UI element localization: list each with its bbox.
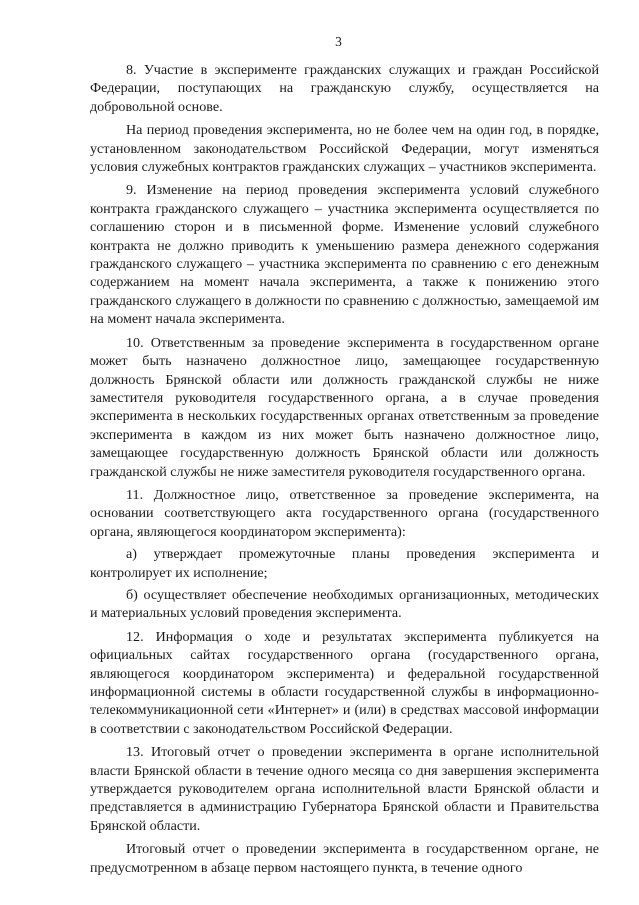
paragraph-9: 9. Изменение на период проведения эксперимента условий служебного контракта гражданского служащего – участника эксперимента осуществляется по соглашению сторон и в письменной форме. Изменение условий служебного контракта не должно приводить к уменьшению размера денежного содержания гражданского служащего – участника эксперимента по сравнению с его денежным содержанием на момент начала эксперимента, а также к понижению этого гражданского служащего в должности по сравнению с должностью, замещаемой им на момент начала эксперимента. (90, 182, 599, 328)
paragraph-10: 10. Ответственным за проведение эксперимента в государственном органе может быть назначено должностное лицо, замещающее государственную должность Брянской области или должность гражданской службы не ниже заместителя руководителя государственного органа, а в случае проведения эксперимента в нескольких государственных органах ответственным за проведение эксперимента в каждом из них может быть назначено должностное лицо, замещающее государственную должность Брянской области или должность гражданской службы не ниже заместителя руководителя государственного органа. (90, 334, 599, 480)
paragraph-11-a: а) утверждает промежуточные планы проведения эксперимента и контролирует их исполнение; (90, 546, 599, 581)
paragraph-13: 13. Итоговый отчет о проведении эксперимента в органе исполнительной власти Брянской области в течение одного месяца со дня завершения эксперимента утверждается руководителем органа исполнительной власти Брянской области и представляется в администрацию Губернатора Брянской области и Правительства Брянской области. (90, 744, 599, 834)
paragraph-8-period: На период проведения эксперимента, но не более чем на один год, в порядке, установленном законодательством Российской Федерации, могут изменяться условия служебных контрактов гражданских служащих – участников эксперимента. (90, 122, 599, 176)
paragraph-13-report: Итоговый отчет о проведении эксперимента в государственном органе, не предусмотренном в абзаце первом настоящего пункта, в течение одного (90, 841, 599, 876)
paragraph-11-b: б) осуществляет обеспечение необходимых организационных, методических и материальных условий проведения эксперимента. (90, 586, 599, 622)
paragraph-11: 11. Должностное лицо, ответственное за проведение эксперимента, на основании соответствующего акта государственного органа (государственного органа, являющегося координатором эксперимента): (90, 486, 599, 540)
paragraph-12: 12. Информация о ходе и результатах эксперимента публикуется на официальных сайтах государственного органа (государственного органа, являющегося координатором эксперимента) и федеральной государственной информационной системы в области государственной службы в информационно-телекоммуникационной сети «Интернет» и (или) в средствах массовой информации в соответствии с законодательством Российской Федерации. (90, 628, 599, 737)
paragraph-8: 8. Участие в эксперименте гражданских служащих и граждан Российской Федерации, поступающих на гражданскую службу, осуществляется на добровольной основе. (90, 62, 599, 115)
page-number: 3 (335, 34, 342, 49)
